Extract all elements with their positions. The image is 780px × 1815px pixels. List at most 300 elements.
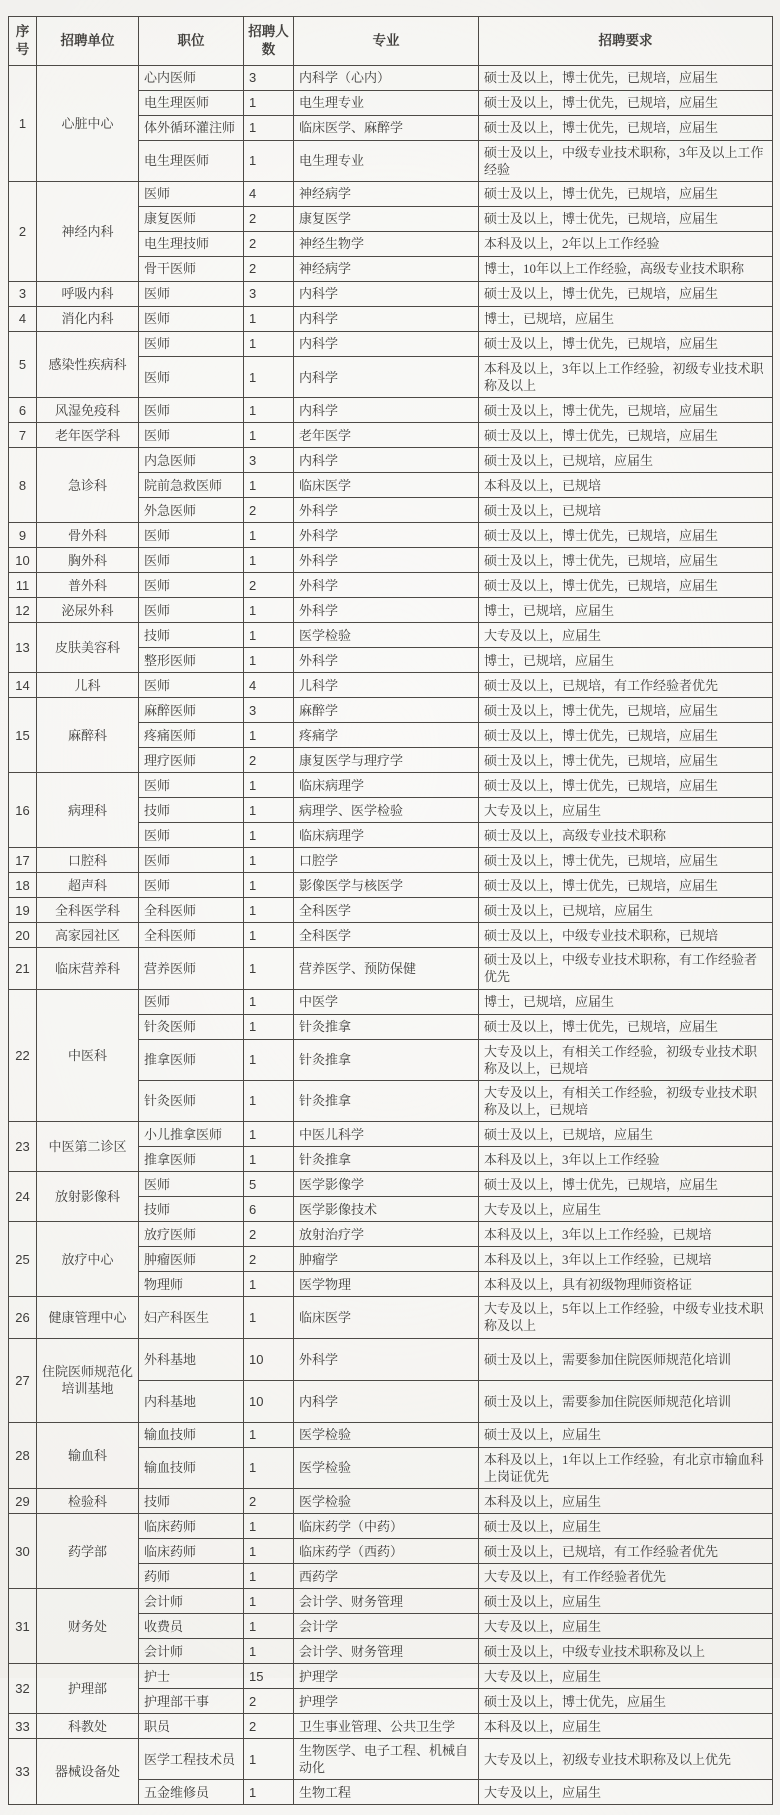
- cell-major: 医学检验: [294, 623, 479, 648]
- cell-serial-number: 8: [9, 448, 37, 523]
- cell-headcount: 1: [244, 623, 294, 648]
- cell-major: 外科学: [294, 573, 479, 598]
- cell-recruiting-unit: 普外科: [37, 573, 139, 598]
- cell-requirement: 大专及以上，应届生: [479, 798, 773, 823]
- cell-recruiting-unit: 心脏中心: [37, 65, 139, 181]
- cell-recruiting-unit: 老年医学科: [37, 423, 139, 448]
- cell-requirement: 硕士及以上，博士优先，已规培，应届生: [479, 331, 773, 356]
- cell-major: 神经病学: [294, 256, 479, 281]
- table-row: [9, 773, 773, 798]
- cell-major: 麻醉学: [294, 698, 479, 723]
- cell-headcount: 1: [244, 398, 294, 423]
- cell-recruiting-unit: 皮肤美容科: [37, 623, 139, 673]
- table-body: [9, 65, 773, 1805]
- cell-headcount: 1: [244, 773, 294, 798]
- cell-position: 医师: [139, 823, 244, 848]
- cell-major: 医学检验: [294, 1489, 479, 1514]
- cell-requirement: 硕士及以上，需要参加住院医师规范化培训: [479, 1380, 773, 1422]
- cell-position: 技师: [139, 1197, 244, 1222]
- cell-position: 医师: [139, 281, 244, 306]
- cell-serial-number: 14: [9, 673, 37, 698]
- cell-serial-number: 12: [9, 598, 37, 623]
- cell-headcount: 6: [244, 1197, 294, 1222]
- cell-requirement: 硕士及以上，应届生: [479, 1589, 773, 1614]
- cell-requirement: 硕士及以上，博士优先，已规培，应届生: [479, 873, 773, 898]
- cell-headcount: 1: [244, 989, 294, 1014]
- cell-position: 医师: [139, 1172, 244, 1197]
- cell-headcount: 4: [244, 181, 294, 206]
- cell-requirement: 硕士及以上，应届生: [479, 1422, 773, 1447]
- cell-requirement: 博士，已规培，应届生: [479, 306, 773, 331]
- cell-requirement: 硕士及以上，中级专业技术职称，已规培: [479, 923, 773, 948]
- cell-position: 护理部干事: [139, 1689, 244, 1714]
- cell-major: 神经生物学: [294, 231, 479, 256]
- table-row: [9, 1589, 773, 1614]
- cell-recruiting-unit: 放疗中心: [37, 1222, 139, 1297]
- cell-headcount: 1: [244, 798, 294, 823]
- cell-headcount: 2: [244, 1222, 294, 1247]
- cell-headcount: 1: [244, 1539, 294, 1564]
- cell-position: 医师: [139, 398, 244, 423]
- cell-position: 医师: [139, 773, 244, 798]
- cell-major: 医学影像学: [294, 1172, 479, 1197]
- cell-requirement: 本科及以上，具有初级物理师资格证: [479, 1272, 773, 1297]
- cell-position: 全科医师: [139, 923, 244, 948]
- cell-recruiting-unit: 病理科: [37, 773, 139, 848]
- cell-headcount: 1: [244, 140, 294, 181]
- cell-major: 生物医学、电子工程、机械自动化: [294, 1739, 479, 1780]
- cell-major: 内科学: [294, 448, 479, 473]
- cell-position: 输血技师: [139, 1447, 244, 1488]
- cell-major: 口腔学: [294, 848, 479, 873]
- cell-position: 康复医师: [139, 206, 244, 231]
- cell-requirement: 硕士及以上，博士优先，应届生: [479, 1689, 773, 1714]
- cell-position: 内科基地: [139, 1380, 244, 1422]
- cell-recruiting-unit: 神经内科: [37, 181, 139, 281]
- cell-serial-number: 17: [9, 848, 37, 873]
- cell-serial-number: 32: [9, 1664, 37, 1714]
- cell-requirement: 硕士及以上，需要参加住院医师规范化培训: [479, 1338, 773, 1380]
- header-position: 职位: [139, 17, 244, 66]
- cell-major: 营养医学、预防保健: [294, 948, 479, 989]
- cell-serial-number: 19: [9, 898, 37, 923]
- cell-requirement: 硕士及以上，博士优先，已规培，应届生: [479, 748, 773, 773]
- cell-serial-number: 4: [9, 306, 37, 331]
- cell-major: 影像医学与核医学: [294, 873, 479, 898]
- table-row: [9, 873, 773, 898]
- cell-position: 医师: [139, 181, 244, 206]
- cell-requirement: 本科及以上，1年以上工作经验，有北京市输血科上岗证优先: [479, 1447, 773, 1488]
- table-row: [9, 1739, 773, 1780]
- cell-recruiting-unit: 财务处: [37, 1589, 139, 1664]
- cell-major: 护理学: [294, 1664, 479, 1689]
- cell-requirement: 硕士及以上，博士优先，已规培，应届生: [479, 1014, 773, 1039]
- cell-requirement: 硕士及以上，已规培，有工作经验者优先: [479, 673, 773, 698]
- table-row: [9, 65, 773, 90]
- table-row: [9, 1297, 773, 1338]
- cell-requirement: 大专及以上，应届生: [479, 1197, 773, 1222]
- header-unit: 招聘单位: [37, 17, 139, 66]
- cell-requirement: 硕士及以上，中级专业技术职称，有工作经验者优先: [479, 948, 773, 989]
- cell-serial-number: 24: [9, 1172, 37, 1222]
- cell-requirement: 硕士及以上，应届生: [479, 1514, 773, 1539]
- cell-headcount: 1: [244, 1739, 294, 1780]
- cell-requirement: 大专及以上，有工作经验者优先: [479, 1564, 773, 1589]
- cell-headcount: 1: [244, 923, 294, 948]
- cell-serial-number: 20: [9, 923, 37, 948]
- cell-serial-number: 2: [9, 181, 37, 281]
- cell-requirement: 本科及以上，已规培: [479, 473, 773, 498]
- table-row: [9, 573, 773, 598]
- cell-headcount: 1: [244, 1147, 294, 1172]
- cell-recruiting-unit: 泌尿外科: [37, 598, 139, 623]
- cell-serial-number: 3: [9, 281, 37, 306]
- cell-position: 会计师: [139, 1639, 244, 1664]
- cell-major: 医学物理: [294, 1272, 479, 1297]
- cell-serial-number: 18: [9, 873, 37, 898]
- cell-headcount: 3: [244, 448, 294, 473]
- cell-requirement: 本科及以上，应届生: [479, 1714, 773, 1739]
- cell-position: 医学工程技术员: [139, 1739, 244, 1780]
- cell-recruiting-unit: 麻醉科: [37, 698, 139, 773]
- cell-position: 医师: [139, 573, 244, 598]
- cell-position: 技师: [139, 1489, 244, 1514]
- cell-recruiting-unit: 消化内科: [37, 306, 139, 331]
- cell-major: 内科学（心内）: [294, 65, 479, 90]
- cell-major: 外科学: [294, 1338, 479, 1380]
- cell-requirement: 本科及以上，3年以上工作经验: [479, 1147, 773, 1172]
- cell-headcount: 1: [244, 90, 294, 115]
- header-count: 招聘人数: [244, 17, 294, 66]
- cell-position: 五金维修员: [139, 1780, 244, 1805]
- cell-recruiting-unit: 住院医师规范化培训基地: [37, 1338, 139, 1422]
- table-row: [9, 448, 773, 473]
- cell-major: 医学影像技术: [294, 1197, 479, 1222]
- cell-serial-number: 28: [9, 1422, 37, 1488]
- cell-requirement: 硕士及以上，博士优先，已规培，应届生: [479, 181, 773, 206]
- cell-position: 医师: [139, 673, 244, 698]
- cell-serial-number: 11: [9, 573, 37, 598]
- table-row: [9, 1338, 773, 1380]
- cell-recruiting-unit: 临床营养科: [37, 948, 139, 989]
- cell-serial-number: 26: [9, 1297, 37, 1338]
- table-row: [9, 1122, 773, 1147]
- cell-requirement: 硕士及以上，博士优先，已规培，应届生: [479, 548, 773, 573]
- cell-recruiting-unit: 中医第二诊区: [37, 1122, 139, 1172]
- cell-requirement: 硕士及以上，博士优先，已规培，应届生: [479, 281, 773, 306]
- table-row: [9, 281, 773, 306]
- cell-position: 职员: [139, 1714, 244, 1739]
- cell-headcount: 1: [244, 1014, 294, 1039]
- cell-recruiting-unit: 急诊科: [37, 448, 139, 523]
- cell-major: 疼痛学: [294, 723, 479, 748]
- cell-headcount: 1: [244, 1614, 294, 1639]
- table-row: [9, 523, 773, 548]
- cell-recruiting-unit: 口腔科: [37, 848, 139, 873]
- cell-headcount: 1: [244, 873, 294, 898]
- cell-requirement: 硕士及以上，高级专业技术职称: [479, 823, 773, 848]
- cell-serial-number: 15: [9, 698, 37, 773]
- cell-major: 中医学: [294, 989, 479, 1014]
- cell-recruiting-unit: 健康管理中心: [37, 1297, 139, 1338]
- cell-serial-number: 29: [9, 1489, 37, 1514]
- cell-major: 临床药学（中药）: [294, 1514, 479, 1539]
- cell-headcount: 4: [244, 673, 294, 698]
- table-row: [9, 898, 773, 923]
- table-row: [9, 598, 773, 623]
- cell-recruiting-unit: 超声科: [37, 873, 139, 898]
- cell-headcount: 2: [244, 498, 294, 523]
- cell-headcount: 2: [244, 1714, 294, 1739]
- cell-position: 输血技师: [139, 1422, 244, 1447]
- cell-headcount: 1: [244, 1039, 294, 1080]
- cell-major: 内科学: [294, 306, 479, 331]
- table-row: [9, 698, 773, 723]
- cell-major: 神经病学: [294, 181, 479, 206]
- cell-major: 病理学、医学检验: [294, 798, 479, 823]
- cell-requirement: 硕士及以上，已规培，应届生: [479, 448, 773, 473]
- cell-major: 儿科学: [294, 673, 479, 698]
- cell-headcount: 1: [244, 306, 294, 331]
- cell-serial-number: 33: [9, 1714, 37, 1739]
- cell-serial-number: 25: [9, 1222, 37, 1297]
- cell-position: 骨干医师: [139, 256, 244, 281]
- table-row: [9, 1514, 773, 1539]
- cell-position: 药师: [139, 1564, 244, 1589]
- table-row: [9, 948, 773, 989]
- cell-requirement: 大专及以上，应届生: [479, 1614, 773, 1639]
- cell-headcount: 1: [244, 1272, 294, 1297]
- cell-headcount: 1: [244, 523, 294, 548]
- cell-position: 针灸医师: [139, 1014, 244, 1039]
- cell-major: 外科学: [294, 648, 479, 673]
- cell-serial-number: 6: [9, 398, 37, 423]
- cell-recruiting-unit: 中医科: [37, 989, 139, 1122]
- cell-position: 临床药师: [139, 1514, 244, 1539]
- cell-major: 内科学: [294, 1380, 479, 1422]
- cell-requirement: 硕士及以上，博士优先，已规培，应届生: [479, 523, 773, 548]
- cell-requirement: 硕士及以上，博士优先，已规培，应届生: [479, 65, 773, 90]
- cell-major: 会计学: [294, 1614, 479, 1639]
- table-row: [9, 1172, 773, 1197]
- cell-headcount: 1: [244, 423, 294, 448]
- cell-headcount: 2: [244, 206, 294, 231]
- cell-recruiting-unit: 药学部: [37, 1514, 139, 1589]
- table-row: [9, 1714, 773, 1739]
- cell-serial-number: 30: [9, 1514, 37, 1589]
- cell-requirement: 本科及以上，应届生: [479, 1489, 773, 1514]
- table-row: [9, 423, 773, 448]
- cell-headcount: 2: [244, 1247, 294, 1272]
- cell-requirement: 硕士及以上，已规培: [479, 498, 773, 523]
- cell-position: 医师: [139, 306, 244, 331]
- cell-headcount: 5: [244, 1172, 294, 1197]
- cell-position: 医师: [139, 523, 244, 548]
- cell-position: 外急医师: [139, 498, 244, 523]
- cell-position: 医师: [139, 848, 244, 873]
- cell-major: 针灸推拿: [294, 1039, 479, 1080]
- table-row: [9, 989, 773, 1014]
- cell-requirement: 博士，已规培，应届生: [479, 989, 773, 1014]
- cell-recruiting-unit: 放射影像科: [37, 1172, 139, 1222]
- table-row: [9, 673, 773, 698]
- cell-position: 医师: [139, 873, 244, 898]
- cell-position: 物理师: [139, 1272, 244, 1297]
- cell-major: 针灸推拿: [294, 1014, 479, 1039]
- cell-recruiting-unit: 风湿免疫科: [37, 398, 139, 423]
- cell-recruiting-unit: 科教处: [37, 1714, 139, 1739]
- table-row: [9, 331, 773, 356]
- cell-major: 临床医学: [294, 1297, 479, 1338]
- cell-requirement: 本科及以上，3年以上工作经验，初级专业技术职称及以上: [479, 356, 773, 397]
- cell-serial-number: 9: [9, 523, 37, 548]
- cell-headcount: 1: [244, 1639, 294, 1664]
- cell-recruiting-unit: 感染性疾病科: [37, 331, 139, 397]
- header-major: 专业: [294, 17, 479, 66]
- cell-headcount: 1: [244, 1447, 294, 1488]
- cell-headcount: 1: [244, 598, 294, 623]
- cell-requirement: 硕士及以上，已规培，有工作经验者优先: [479, 1539, 773, 1564]
- cell-position: 临床药师: [139, 1539, 244, 1564]
- cell-major: 老年医学: [294, 423, 479, 448]
- cell-major: 临床医学: [294, 473, 479, 498]
- cell-requirement: 大专及以上，初级专业技术职称及以上优先: [479, 1739, 773, 1780]
- cell-major: 医学检验: [294, 1447, 479, 1488]
- cell-major: 外科学: [294, 598, 479, 623]
- cell-major: 康复医学: [294, 206, 479, 231]
- cell-recruiting-unit: 检验科: [37, 1489, 139, 1514]
- cell-serial-number: 16: [9, 773, 37, 848]
- table-row: [9, 1222, 773, 1247]
- cell-headcount: 1: [244, 723, 294, 748]
- cell-recruiting-unit: 骨外科: [37, 523, 139, 548]
- cell-position: 医师: [139, 423, 244, 448]
- cell-major: 电生理专业: [294, 140, 479, 181]
- cell-major: 中医儿科学: [294, 1122, 479, 1147]
- cell-serial-number: 31: [9, 1589, 37, 1664]
- cell-major: 卫生事业管理、公共卫生学: [294, 1714, 479, 1739]
- cell-serial-number: 23: [9, 1122, 37, 1172]
- cell-position: 收费员: [139, 1614, 244, 1639]
- table-header-row: [9, 17, 773, 66]
- cell-position: 技师: [139, 798, 244, 823]
- cell-position: 整形医师: [139, 648, 244, 673]
- cell-position: 推拿医师: [139, 1039, 244, 1080]
- cell-requirement: 硕士及以上，博士优先，已规培，应届生: [479, 773, 773, 798]
- cell-headcount: 10: [244, 1380, 294, 1422]
- cell-position: 会计师: [139, 1589, 244, 1614]
- cell-requirement: 硕士及以上，已规培，应届生: [479, 898, 773, 923]
- cell-serial-number: 22: [9, 989, 37, 1122]
- cell-serial-number: 7: [9, 423, 37, 448]
- cell-requirement: 硕士及以上，博士优先，已规培，应届生: [479, 848, 773, 873]
- cell-major: 临床药学（西药）: [294, 1539, 479, 1564]
- cell-requirement: 大专及以上，有相关工作经验，初级专业技术职称及以上，已规培: [479, 1039, 773, 1080]
- cell-major: 肿瘤学: [294, 1247, 479, 1272]
- cell-major: 外科学: [294, 523, 479, 548]
- cell-requirement: 大专及以上，应届生: [479, 1664, 773, 1689]
- cell-major: 内科学: [294, 331, 479, 356]
- cell-headcount: 1: [244, 1589, 294, 1614]
- cell-position: 医师: [139, 989, 244, 1014]
- cell-major: 内科学: [294, 356, 479, 397]
- cell-headcount: 1: [244, 1780, 294, 1805]
- cell-position: 麻醉医师: [139, 698, 244, 723]
- cell-headcount: 2: [244, 256, 294, 281]
- cell-recruiting-unit: 器械设备处: [37, 1739, 139, 1805]
- cell-position: 内急医师: [139, 448, 244, 473]
- cell-position: 全科医师: [139, 898, 244, 923]
- table-row: [9, 1422, 773, 1447]
- cell-position: 小儿推拿医师: [139, 1122, 244, 1147]
- cell-headcount: 1: [244, 473, 294, 498]
- cell-position: 心内医师: [139, 65, 244, 90]
- cell-requirement: 本科及以上，3年以上工作经验，已规培: [479, 1247, 773, 1272]
- cell-headcount: 2: [244, 1689, 294, 1714]
- cell-requirement: 大专及以上，有相关工作经验，初级专业技术职称及以上，已规培: [479, 1080, 773, 1121]
- cell-position: 医师: [139, 331, 244, 356]
- table-row: [9, 398, 773, 423]
- cell-headcount: 3: [244, 281, 294, 306]
- cell-position: 技师: [139, 623, 244, 648]
- cell-requirement: 硕士及以上，博士优先，已规培，应届生: [479, 398, 773, 423]
- cell-headcount: 1: [244, 548, 294, 573]
- table-row: [9, 848, 773, 873]
- cell-headcount: 1: [244, 898, 294, 923]
- cell-requirement: 博士，已规培，应届生: [479, 598, 773, 623]
- cell-major: 会计学、财务管理: [294, 1589, 479, 1614]
- cell-position: 放疗医师: [139, 1222, 244, 1247]
- cell-serial-number: 13: [9, 623, 37, 673]
- cell-recruiting-unit: 全科医学科: [37, 898, 139, 923]
- cell-position: 医师: [139, 598, 244, 623]
- cell-headcount: 1: [244, 648, 294, 673]
- cell-major: 全科医学: [294, 923, 479, 948]
- cell-requirement: 大专及以上，应届生: [479, 1780, 773, 1805]
- cell-headcount: 1: [244, 848, 294, 873]
- cell-headcount: 1: [244, 823, 294, 848]
- cell-position: 针灸医师: [139, 1080, 244, 1121]
- cell-headcount: 10: [244, 1338, 294, 1380]
- cell-recruiting-unit: 儿科: [37, 673, 139, 698]
- cell-major: 针灸推拿: [294, 1080, 479, 1121]
- cell-major: 外科学: [294, 498, 479, 523]
- cell-major: 全科医学: [294, 898, 479, 923]
- cell-serial-number: 27: [9, 1338, 37, 1422]
- cell-major: 临床病理学: [294, 773, 479, 798]
- cell-headcount: 1: [244, 356, 294, 397]
- cell-position: 电生理技师: [139, 231, 244, 256]
- cell-requirement: 硕士及以上，中级专业技术职称及以上: [479, 1639, 773, 1664]
- cell-position: 医师: [139, 548, 244, 573]
- table-row: [9, 306, 773, 331]
- cell-major: 康复医学与理疗学: [294, 748, 479, 773]
- cell-requirement: 硕士及以上，中级专业技术职称，3年及以上工作经验: [479, 140, 773, 181]
- cell-position: 妇产科医生: [139, 1297, 244, 1338]
- cell-position: 护士: [139, 1664, 244, 1689]
- cell-position: 体外循环灌注师: [139, 115, 244, 140]
- cell-headcount: 3: [244, 65, 294, 90]
- cell-requirement: 本科及以上，3年以上工作经验，已规培: [479, 1222, 773, 1247]
- header-requirement: 招聘要求: [479, 17, 773, 66]
- cell-position: 院前急救医师: [139, 473, 244, 498]
- cell-headcount: 15: [244, 1664, 294, 1689]
- cell-major: 护理学: [294, 1689, 479, 1714]
- cell-headcount: 1: [244, 1514, 294, 1539]
- cell-major: 电生理专业: [294, 90, 479, 115]
- cell-requirement: 大专及以上，5年以上工作经验，中级专业技术职称及以上: [479, 1297, 773, 1338]
- cell-serial-number: 33: [9, 1739, 37, 1805]
